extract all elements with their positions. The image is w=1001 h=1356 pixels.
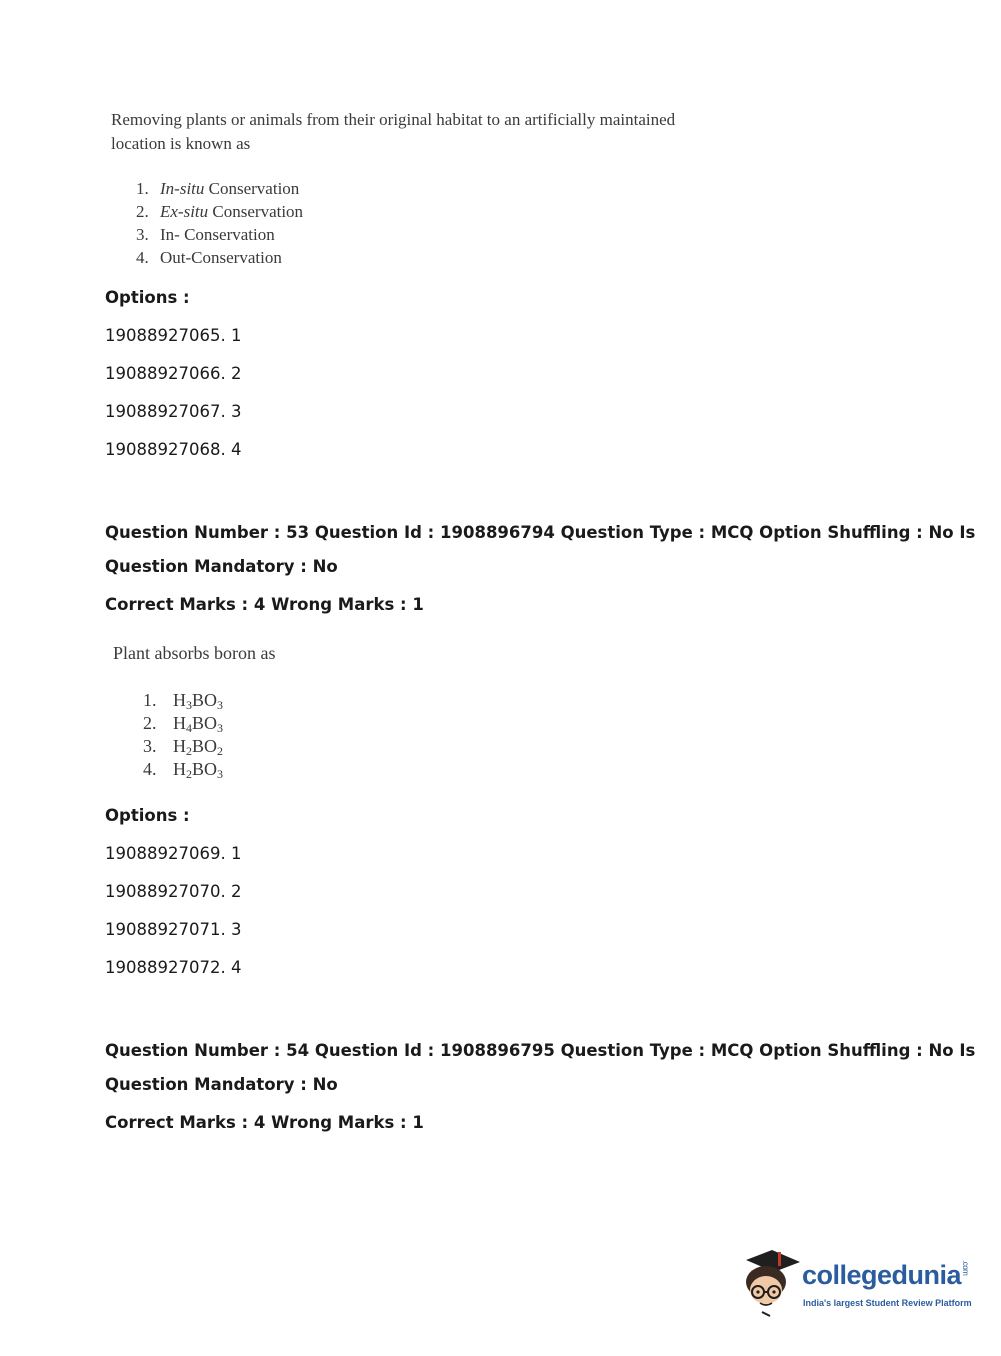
question-53-choices: [143, 689, 223, 781]
question-53-meta: Question Number : 53 Question Id : 1908896794 Question Type : MCQ Option Shuffling : No Is: [105, 523, 976, 542]
options-label: Options :: [105, 806, 190, 825]
options-label: Options :: [105, 288, 190, 307]
question-54-meta: Question Number : 54 Question Id : 1908896795 Question Type : MCQ Option Shuffling : No Is: [105, 1041, 976, 1060]
list-item: 2. Ex-situ Conservation: [136, 202, 304, 221]
question-54-mandatory: Question Mandatory : No: [105, 1075, 338, 1094]
list-item: 1. $H_3BO_3$: [143, 690, 224, 712]
option-item: 19088927069. 1: [105, 844, 242, 863]
option-item: 19088927068. 4: [105, 440, 242, 459]
question-54-marks: Correct Marks : 4 Wrong Marks : 1: [105, 1113, 424, 1132]
logo-suffix: .com: [961, 1260, 971, 1276]
list-item: 4. $H_2BO_3$: [143, 759, 224, 781]
logo-wordmark: collegedunia: [802, 1260, 962, 1290]
logo-tagline: India's largest Student Review Platform: [803, 1298, 972, 1308]
option-item: 19088927072. 4: [105, 958, 242, 977]
option-item: 19088927070. 2: [105, 882, 242, 901]
list-item: 1. In-situ Conservation: [136, 179, 300, 198]
question-53-marks: Correct Marks : 4 Wrong Marks : 1: [105, 595, 424, 614]
collegedunia-logo: [738, 1246, 978, 1318]
option-item: 19088927066. 2: [105, 364, 242, 383]
question-52-text: Removing plants or animals from their original habitat to an artificially maintained location is known as: [111, 110, 676, 153]
question-53-text: Plant absorbs boron as: [113, 643, 276, 663]
option-item: 19088927071. 3: [105, 920, 242, 939]
mascot-icon: [738, 1246, 804, 1318]
list-item: 3. $H_2BO_2$: [143, 736, 224, 758]
list-item: 3. In- Conservation: [136, 225, 275, 244]
list-item: 2. $H_4BO_3$: [143, 713, 224, 735]
list-item: 4. Out-Conservation: [136, 248, 282, 267]
option-item: 19088927065. 1: [105, 326, 242, 345]
question-52-choices: [136, 177, 303, 269]
question-53-mandatory: Question Mandatory : No: [105, 557, 338, 576]
option-item: 19088927067. 3: [105, 402, 242, 421]
